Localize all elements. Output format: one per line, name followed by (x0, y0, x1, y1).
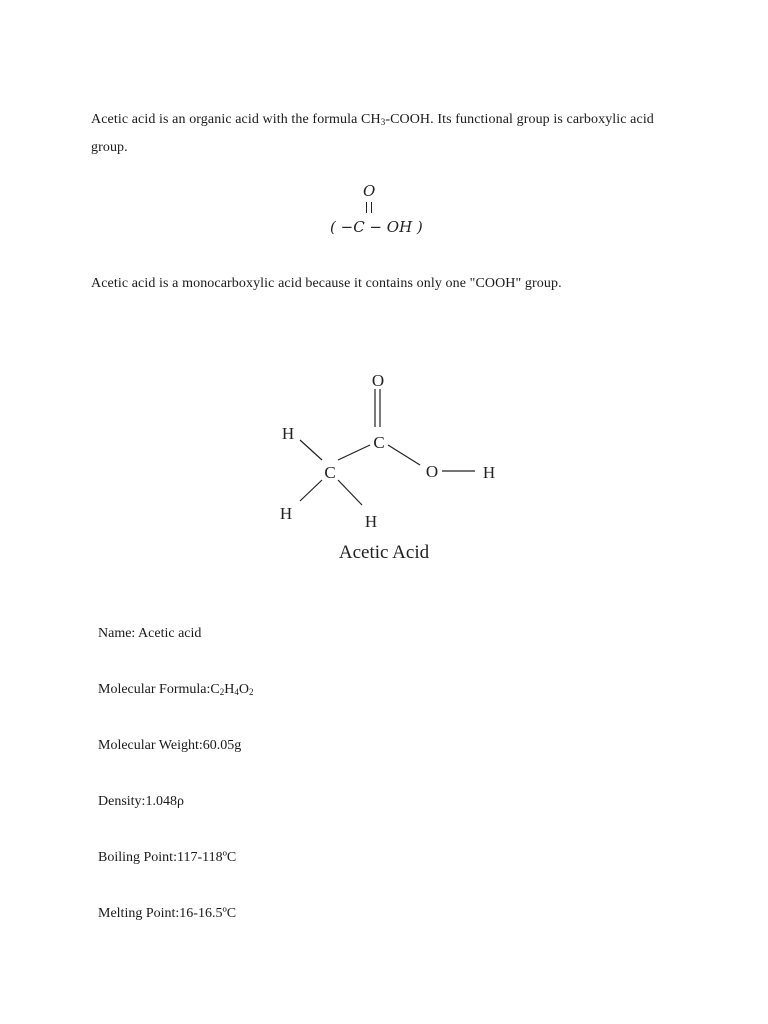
formula-line: ( −C − OH ) (330, 218, 423, 236)
structure-caption: Acetic Acid (338, 542, 430, 563)
property-label: Name: (98, 626, 136, 641)
formula-el-h: H (224, 682, 235, 697)
property-density (98, 788, 498, 844)
property-boiling-point (98, 844, 498, 900)
monocarboxylic-paragraph: Acetic acid is a monocarboxylic acid because it contains only one "COOH" group. (91, 276, 562, 291)
formula-double-bond (366, 202, 372, 213)
carboxyl-group-formula (330, 180, 440, 240)
bond-h1-c (300, 440, 322, 460)
property-label: Boiling Point: (98, 850, 177, 865)
property-list (98, 620, 498, 956)
property-melting-point (98, 900, 498, 956)
atom-o-top: O (371, 371, 385, 390)
formula-oxygen: O (363, 182, 376, 200)
atom-c-carboxyl: C (373, 433, 385, 452)
property-molecular-formula (98, 676, 498, 732)
property-label: Melting Point: (98, 906, 180, 921)
intro-subscript: 3 (380, 117, 386, 127)
property-value: 16-16.5ºC (179, 906, 237, 921)
structure-svg (270, 365, 510, 570)
intro-text-1: Acetic acid is an organic acid with the formula CH (91, 112, 381, 127)
atom-h-lower-left: H (279, 504, 293, 523)
formula-sub-o: 2 (248, 687, 254, 697)
property-label: Density: (98, 794, 146, 809)
formula-el-c: C (210, 682, 220, 697)
property-name (98, 620, 498, 676)
bond-c-oh (388, 445, 420, 465)
intro-text-2: -COOH. Its functional group is carboxylic acid group. (91, 112, 654, 155)
formula-sub-c: 2 (219, 687, 225, 697)
atom-o-hydroxyl: O (425, 462, 439, 481)
atom-h-lower: H (364, 512, 378, 531)
bond-c-c (338, 445, 370, 460)
intro-paragraph (91, 106, 671, 162)
property-value: 1.048ρ (145, 794, 184, 809)
property-label: Molecular Weight: (98, 738, 203, 753)
property-value: Acetic acid (135, 626, 202, 641)
property-value: 60.05g (202, 738, 242, 753)
atom-h-upper-left: H (281, 424, 295, 443)
bond-h3-c (338, 480, 362, 505)
property-label: Molecular Formula: (98, 682, 211, 697)
atom-h-hydroxyl: H (482, 463, 496, 482)
formula-sub-h: 4 (234, 687, 239, 697)
acetic-acid-structure-diagram (270, 365, 510, 570)
atom-c-methyl: C (324, 463, 336, 482)
property-molecular-weight (98, 732, 498, 788)
property-value: 117-118ºC (176, 850, 237, 865)
formula-el-o: O (238, 682, 249, 697)
bond-h2-c (300, 480, 322, 501)
